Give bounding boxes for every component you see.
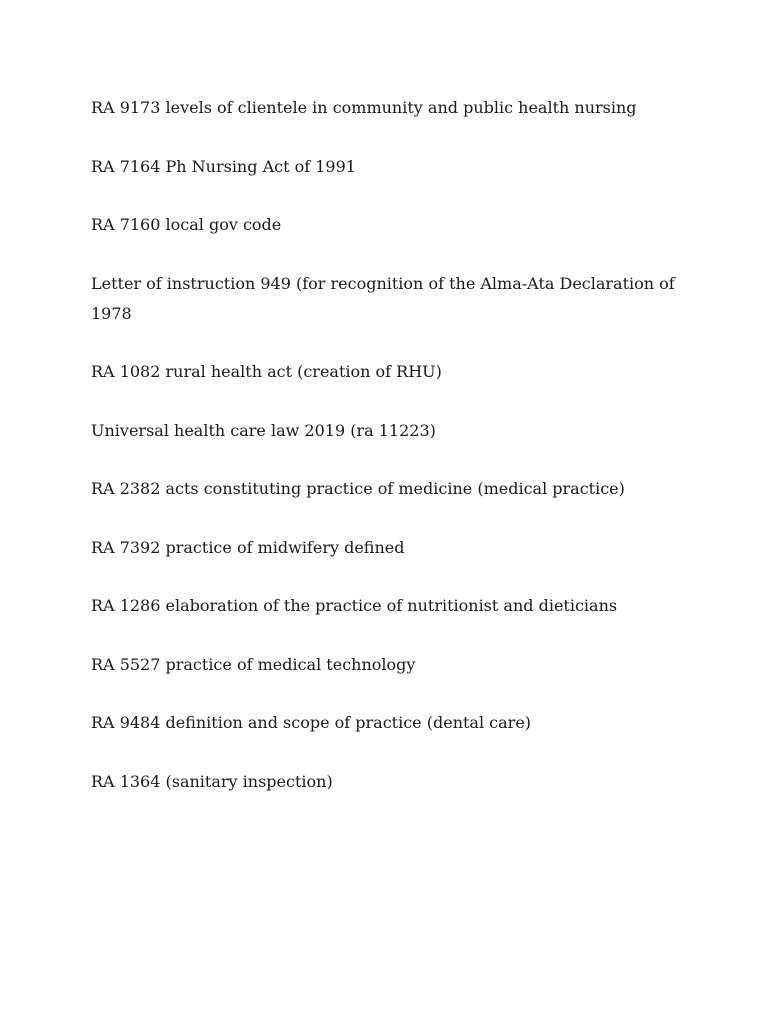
paragraph-ra-5527: RA 5527 practice of medical technology [91, 654, 416, 674]
paragraph-ra-9484: RA 9484 definition and scope of practice (dental care) [91, 713, 532, 732]
paragraph-ra-7392: RA 7392 practice of midwifery defined [91, 537, 405, 557]
paragraph-ra-1082: RA 1082 rural health act (creation of RHU) [91, 362, 442, 381]
paragraph-ra-1286: RA 1286 elaboration of the practice of nutritionist and dieticians [91, 596, 618, 615]
paragraph-loi-949: Letter of instruction 949 (for recognition of the Alma-Ata Declaration of 1978 [91, 273, 675, 323]
paragraph-uhc-law: Universal health care law 2019 (ra 11223) [91, 420, 436, 440]
paragraph-ra-7160: RA 7160 local gov code [91, 215, 282, 234]
paragraph-ra-9173: RA 9173 levels of clientele in community and public health nursing [91, 98, 637, 117]
paragraph-ra-2382: RA 2382 acts constituting practice of medicine (medical practice) [91, 479, 625, 498]
paragraph-ra-7164: RA 7164 Ph Nursing Act of 1991 [91, 156, 356, 176]
paragraph-ra-1364: RA 1364 (sanitary inspection) [91, 771, 333, 791]
document-body [91, 93, 681, 825]
